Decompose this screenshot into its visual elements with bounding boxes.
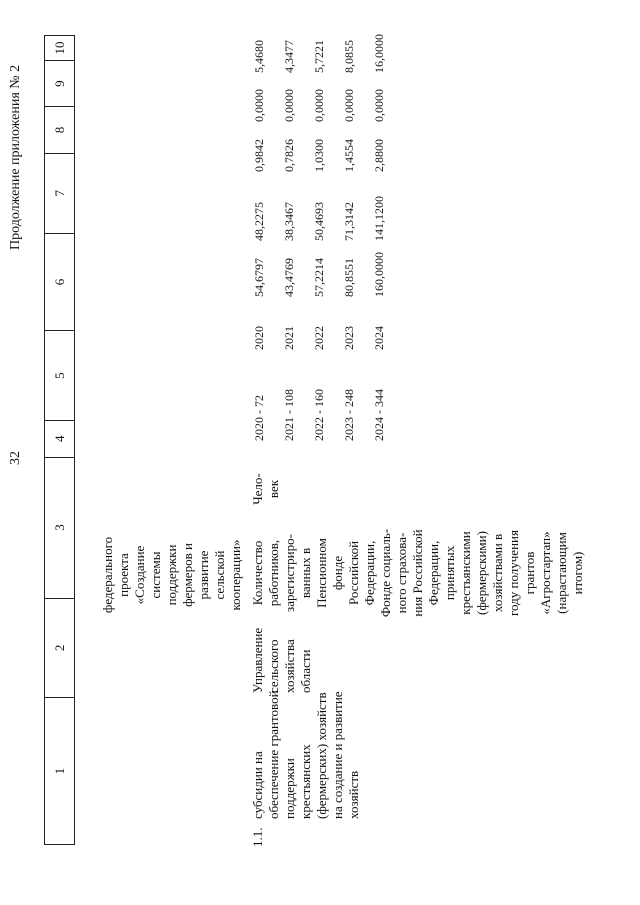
col3-line: году получения bbox=[506, 530, 521, 616]
row-2024-col6-year: 2024 bbox=[372, 326, 386, 350]
col-number-6: 6 bbox=[45, 233, 75, 331]
upper-line: поддержки bbox=[164, 544, 179, 606]
col-number-10: 10 bbox=[45, 36, 75, 61]
upper-line: развитие bbox=[196, 550, 211, 600]
col4-line: век bbox=[266, 479, 281, 499]
col2-line: хозяйства bbox=[282, 639, 297, 693]
column-number-row bbox=[45, 36, 75, 845]
row-2021-col8: 0,7826 bbox=[282, 139, 296, 172]
col-number-5: 5 bbox=[45, 331, 75, 421]
row-2020-col6-value: 54,6797 bbox=[252, 258, 266, 297]
col3-line: Федерации, bbox=[362, 540, 377, 606]
row-2021-col7: 38,3467 bbox=[282, 202, 296, 241]
col1-line: поддержки bbox=[282, 758, 297, 819]
col3-line: «Агростартап» bbox=[538, 531, 553, 615]
col-number-1: 1 bbox=[45, 698, 75, 845]
row-2024-col9: 0,0000 bbox=[372, 89, 386, 122]
row-2022-col9: 0,0000 bbox=[312, 89, 326, 122]
col3-line: (фермерскими) bbox=[474, 531, 489, 615]
row-2020-col5: 2020 - 72 bbox=[252, 395, 266, 441]
upper-line: кооперации» bbox=[228, 539, 243, 611]
row-2022-col7: 50,4693 bbox=[312, 202, 326, 241]
col3-line: Российской bbox=[346, 540, 361, 606]
col-number-4: 4 bbox=[45, 421, 75, 458]
upper-line: федерального bbox=[100, 536, 115, 614]
col2-line: сельского bbox=[266, 639, 281, 693]
row-2022-col6-value: 57,2214 bbox=[312, 258, 326, 297]
col3-line: итогом) bbox=[570, 551, 585, 595]
col1-line: крестьянских bbox=[298, 744, 313, 819]
col-number-7: 7 bbox=[45, 153, 75, 233]
col3-line: грантов bbox=[522, 551, 537, 595]
upper-line: системы bbox=[148, 551, 163, 599]
row-2023-col5: 2023 - 248 bbox=[342, 389, 356, 441]
col3-line: работников, bbox=[266, 539, 281, 607]
row-2021-col5: 2021 - 108 bbox=[282, 389, 296, 441]
col3-line: Количество bbox=[250, 540, 265, 606]
row-2023-col9: 0,0000 bbox=[342, 89, 356, 122]
row-col3-text bbox=[250, 509, 586, 637]
col1-line: на создание и развитие bbox=[330, 691, 345, 819]
col3-line: Фонде социаль- bbox=[378, 528, 393, 618]
col3-line: ния Российской bbox=[410, 529, 425, 617]
row-2021-col9: 0,0000 bbox=[282, 89, 296, 122]
row-2023-col7: 71,3142 bbox=[342, 202, 356, 241]
row-2021-col6-year: 2021 bbox=[282, 326, 296, 350]
col1-line: субсидии на bbox=[250, 751, 265, 819]
col-number-8: 8 bbox=[45, 107, 75, 153]
row-2024-col8: 2,8800 bbox=[372, 139, 386, 172]
col-number-9: 9 bbox=[45, 60, 75, 106]
row-number: 1.1. bbox=[250, 827, 265, 847]
upper-line: «Создание bbox=[132, 545, 147, 605]
upper-line: сельской bbox=[212, 550, 227, 600]
col3-line: принятых bbox=[442, 545, 457, 601]
col3-line: Федерации, bbox=[426, 540, 441, 606]
col3-line: крестьянскими bbox=[458, 531, 473, 615]
col4-line: Чело- bbox=[250, 473, 265, 505]
col3-line: зарегистриро- bbox=[282, 534, 297, 612]
row-2024-col7: 141,1200 bbox=[372, 196, 386, 241]
row-2020-col8: 0,9842 bbox=[252, 139, 266, 172]
upper-col3-text bbox=[100, 515, 244, 635]
row-2020-col7: 48,2275 bbox=[252, 202, 266, 241]
col3-line: фонде bbox=[330, 555, 345, 591]
header-table bbox=[44, 35, 75, 845]
row-2021-col6-value: 43,4769 bbox=[282, 258, 296, 297]
row-2020-col10: 5,4680 bbox=[252, 40, 266, 73]
row-2022-col8: 1,0300 bbox=[312, 139, 326, 172]
col-number-2: 2 bbox=[45, 598, 75, 698]
row-2023-col6-value: 80,8551 bbox=[342, 258, 356, 297]
col3-line: Пенсионном bbox=[314, 538, 329, 608]
row-2020-col9: 0,0000 bbox=[252, 89, 266, 122]
row-2022-col6-year: 2022 bbox=[312, 326, 326, 350]
row-2024-col10: 16,0000 bbox=[372, 34, 386, 73]
row-2023-col10: 8,0855 bbox=[342, 40, 356, 73]
row-2024-col6-value: 160,0000 bbox=[372, 252, 386, 297]
col1-line: (фермерских) хозяйств bbox=[314, 692, 329, 819]
col-number-3: 3 bbox=[45, 457, 75, 598]
continuation-title: Продолжение приложения № 2 bbox=[8, 64, 23, 250]
row-2024-col5: 2024 - 344 bbox=[372, 389, 386, 441]
row-2023-col6-year: 2023 bbox=[342, 326, 356, 350]
col1-line: обеспечение грантовой bbox=[266, 690, 281, 819]
row-2023-col8: 1,4554 bbox=[342, 139, 356, 172]
col2-line: области bbox=[298, 649, 313, 693]
col3-line: (нарастающим bbox=[554, 532, 569, 614]
row-2020-col6-year: 2020 bbox=[252, 326, 266, 350]
page-number: 32 bbox=[8, 451, 23, 465]
row-2022-col5: 2022 - 160 bbox=[312, 389, 326, 441]
upper-line: проекта bbox=[116, 553, 131, 597]
col3-line: ного страхова- bbox=[394, 532, 409, 614]
row-2021-col10: 4,3477 bbox=[282, 40, 296, 73]
col1-line: хозяйств bbox=[346, 770, 361, 819]
col2-line: Управление bbox=[250, 627, 265, 693]
col3-line: ванных в bbox=[298, 547, 313, 599]
row-2022-col10: 5,7221 bbox=[312, 40, 326, 73]
upper-line: фермеров и bbox=[180, 543, 195, 607]
col3-line: хозяйствами в bbox=[490, 533, 505, 613]
row-col4-unit bbox=[250, 469, 282, 509]
